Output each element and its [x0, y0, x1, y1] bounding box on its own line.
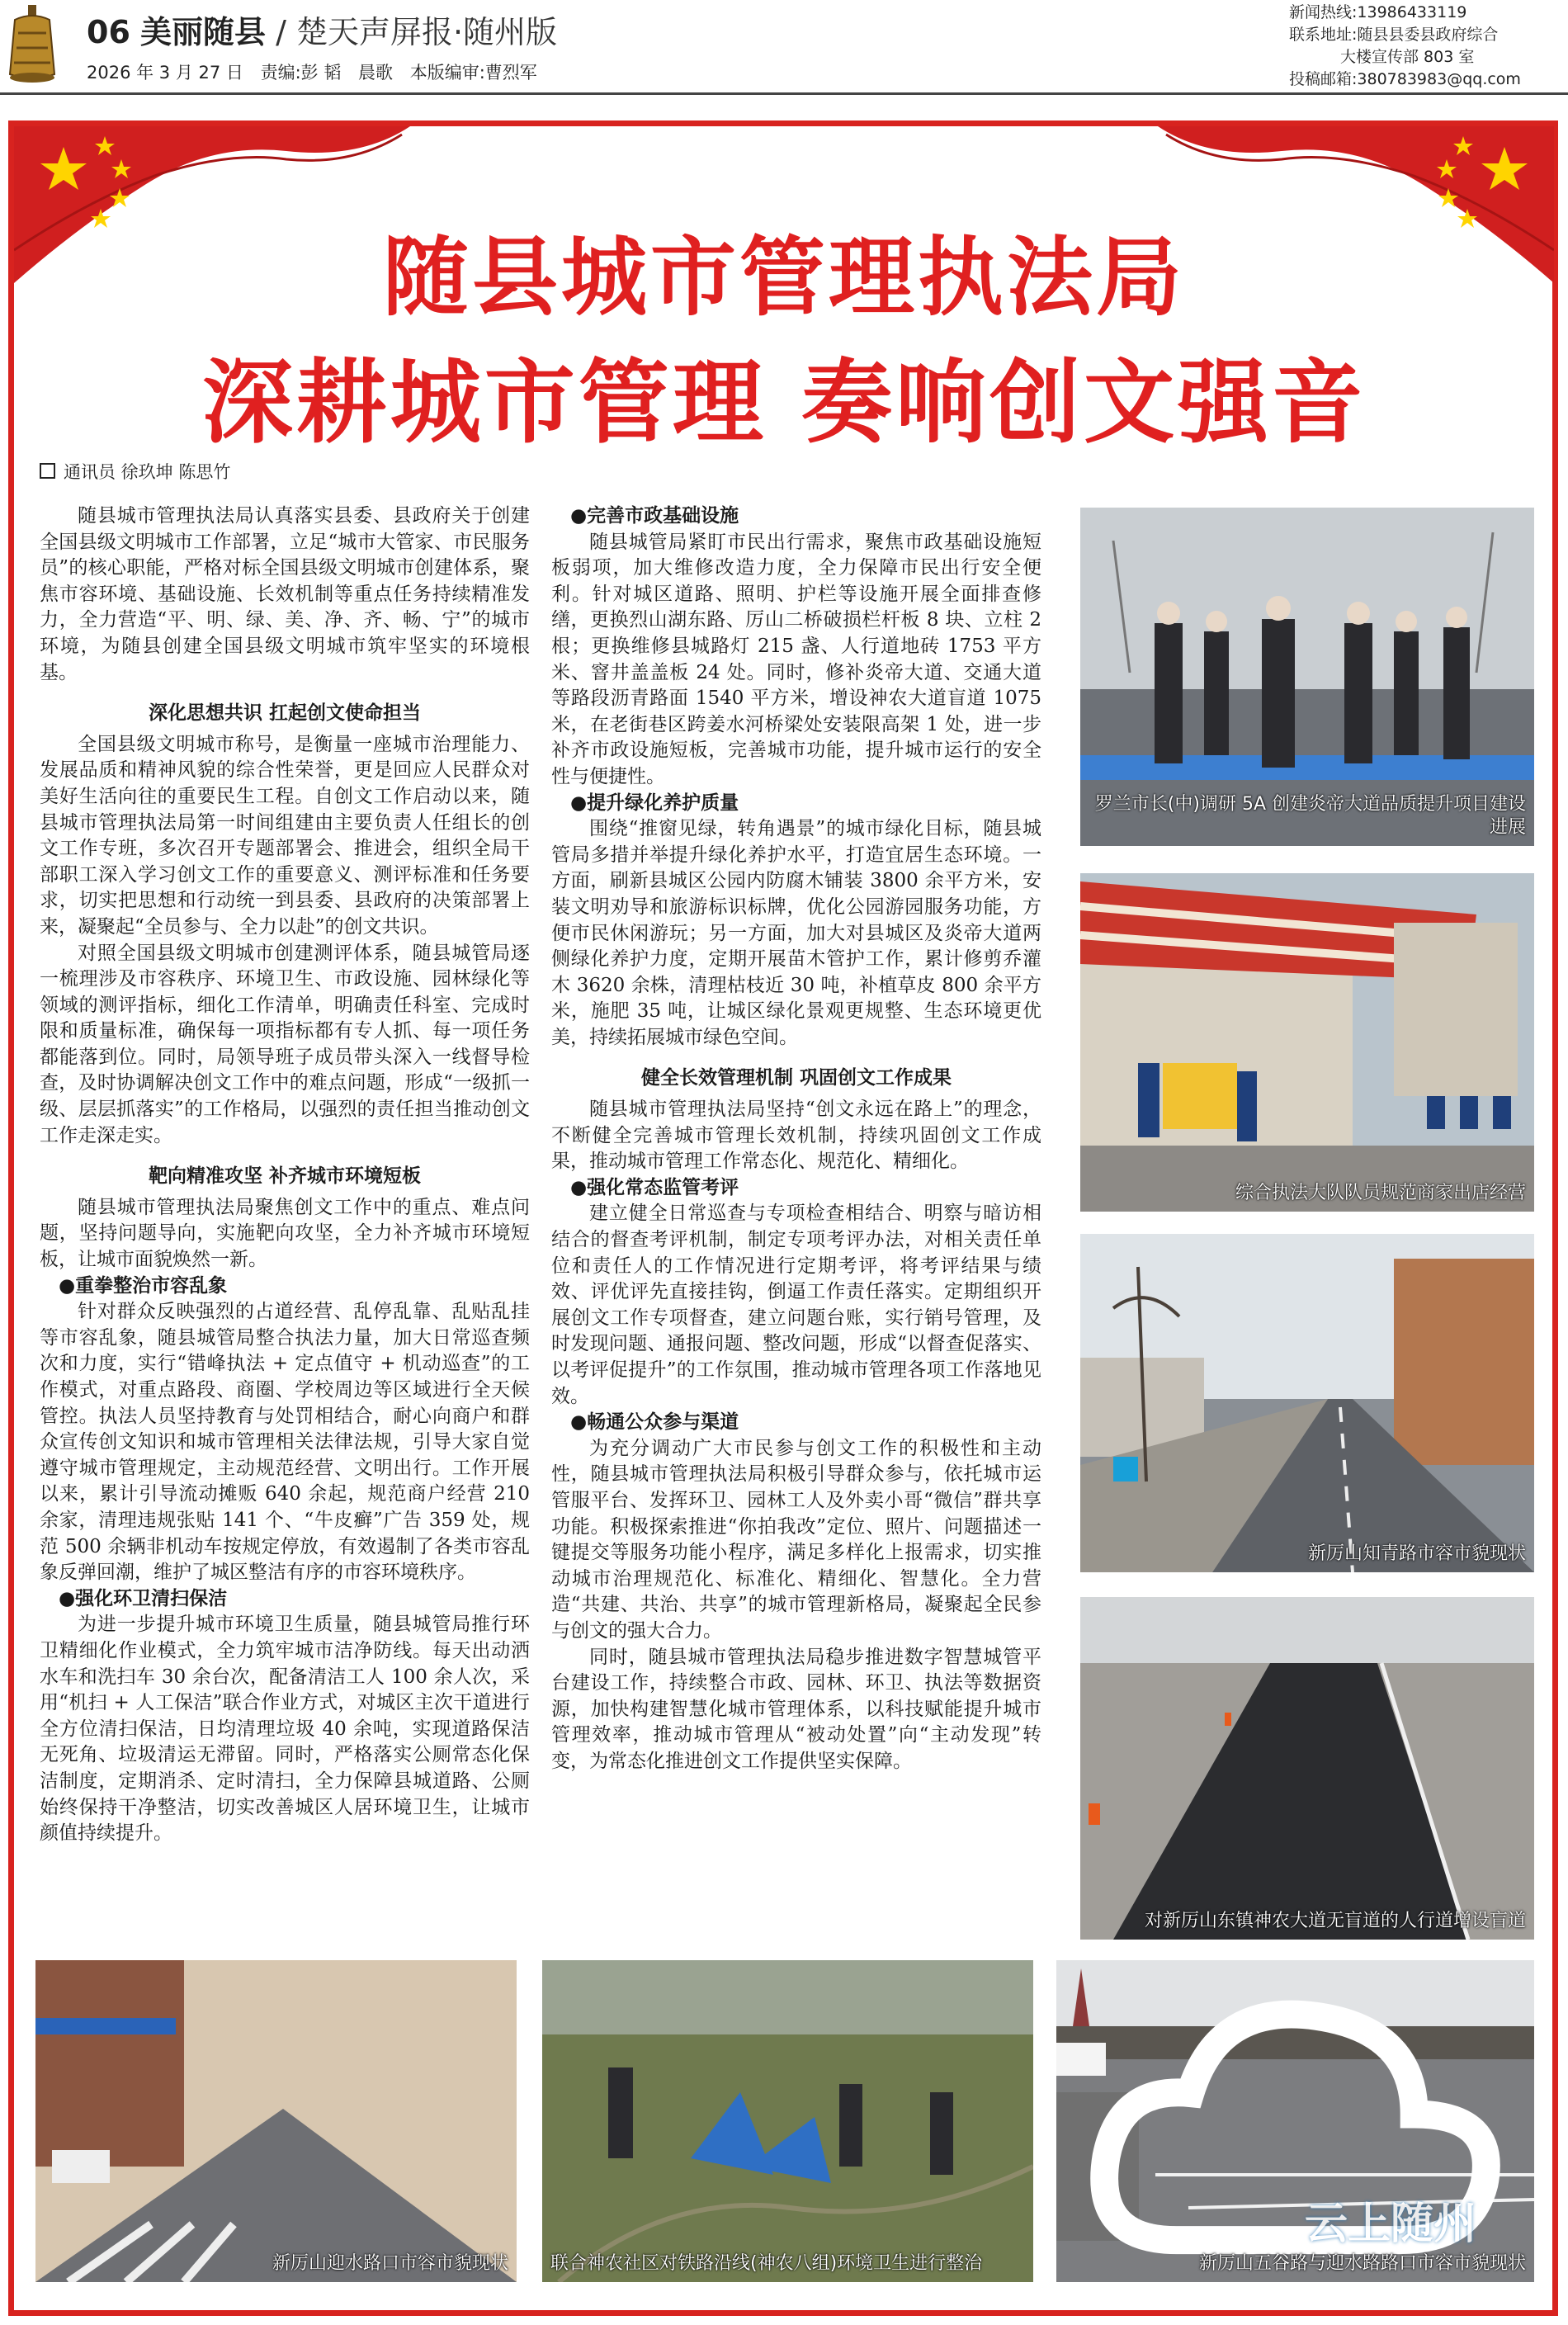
subheading-market-order: ●重拳整治市容乱象: [59, 1274, 228, 1297]
photo-5-caption: 新厉山迎水路口市容市貌现状: [272, 2253, 508, 2274]
photo-mayor-inspection: [1080, 508, 1534, 846]
photo-zhiqing-road: [1080, 1234, 1534, 1572]
photo-1-caption: 罗兰市长(中)调研 5A 创建炎帝大道品质提升项目建设进展: [1094, 794, 1526, 838]
email: 投稿邮箱:380783983@qq.com: [1289, 70, 1521, 88]
address-line-2: 大楼宣传部 803 室: [1340, 48, 1475, 66]
subheading-public-participation: ●畅通公众参与渠道: [570, 1411, 739, 1434]
headline-line-1: 随县城市管理执法局: [382, 227, 1185, 328]
photo-2-caption: 综合执法大队队员规范商家出店经营: [1235, 1183, 1526, 1203]
photo-4-caption: 对新厉山东镇神农大道无盲道的人行道增设盲道: [1144, 1911, 1526, 1931]
photo-wugu-road: [1056, 1960, 1534, 2282]
photo-shop-regulation: [1080, 873, 1534, 1212]
section-3-paragraph-1: 随县城市管理执法局坚持“创文永远在路上”的理念，不断健全完善城市管理长效机制，持续巩固创文工作成果，推动城市管理工作常态化、规范化、精细化。: [551, 1099, 1041, 1173]
section-2-heading: 靶向精准攻坚 补齐城市环境短板: [148, 1165, 421, 1188]
reviewer: 晨歌: [358, 63, 394, 83]
section-1-paragraph-1: 全国县级文明城市称号，是衡量一座城市治理能力、发展品质和精神风貌的综合性荣誉，更是回应人民群众对美好生活向往的重要民生工程。自创文工作启动以来，随县城市管理执法局第一时间组建由主要负责人任组长的创文工作专班，多次召开专题部署会、推进会，组织全局干部职工深入学习创文工作的重要意义、测评标准和任务要求，切实把思想和行动统一到县委、县政府的决策部署上来，凝聚起“全员参与、全力以赴”的创文共识。: [40, 733, 530, 938]
square-marker-icon: [40, 463, 55, 479]
byline: [40, 459, 230, 484]
issue-date: 2026 年 3 月 27 日: [87, 63, 243, 83]
edition-info: [87, 59, 549, 84]
subheading-infrastructure: ●完善市政基础设施: [570, 505, 739, 527]
bell-logo-icon: [7, 5, 58, 86]
section-1-paragraph-2: 对照全国县级文明城市创建测评体系，随县城管局逐一梳理涉及市容秩序、环境卫生、市政设施、园林绿化等领域的测评指标，细化工作清单，明确责任科室、完成时限和质量标准，确保每一项指标都有专人抓、每一项任务都能落到位。同时，局领导班子成员带头深入一线督导检查，及时协调解决创文工作中的难点问题，形成“一级抓一级、层层抓落实”的工作格局，以强烈的责任担当推动创文工作走深走实。: [40, 942, 530, 1146]
subheading-supervision: ●强化常态监管考评: [570, 1176, 739, 1198]
greening-paragraph: 围绕“推窗见绿，转角遇景”的城市绿化目标，随县城管局多措并举提升绿化养护水平，打造宜居生态环境。一方面，刷新县城区公园内防腐木铺装 3800 余平方米，安装文明劝导和旅游标识标牌，优化公园游园服务功能，方便市民休闲游玩；另一方面，加大对县城区及炎帝大道两侧绿化养护力度，定期开展苗木管护工作，累计修剪乔灌木 3620 余株，清理枯枝近 30 吨，补植草皮 800 余平方米，施肥 35 吨，让城区绿化景观更规整、生态环境更优美，持续拓展城市绿色空间。: [551, 818, 1041, 1048]
page-heading: [87, 7, 557, 52]
watermark-text: 云上随州: [1304, 2200, 1476, 2249]
paper-name: / 楚天声屏报·随州版: [276, 14, 558, 50]
infrastructure-paragraph: 随县城管局紧盯市民出行需求，聚焦市政基础设施短板弱项，加大维修改造力度，全力保障市民出行安全便利。针对城区道路、照明、护栏等设施开展全面排查修缮，更换烈山湖东路、厉山二桥破损栏杆板 8 块、立柱 2 根；更换维修县城路灯 215 盏、人行道地砖 1753 平方米、窨井盖盖板 24 处。同时，修补炎帝大道、交通大道等路段沥青路面 1540 平方米，增设神农大道盲道 1075 米，在老街巷区跨姜水河桥梁处安装限高架 1 处，进一步补齐市政设施短板，完善城市功能，提升城市运行的安全性与便捷性。: [551, 531, 1041, 787]
section-2-paragraph-1: 随县城市管理执法局聚焦创文工作中的重点、难点问题，坚持问题导向，实施靶向攻坚，全力补齐城市环境短板，让城市面貌焕然一新。: [40, 1196, 530, 1271]
section-3-heading: 健全长效管理机制 巩固创文工作成果: [640, 1067, 952, 1089]
intro-paragraph: 随县城市管理执法局认真落实县委、县政府关于创建全国县级文明城市工作部署，立足“城市大管家、市民服务员”的核心职能，严格对标全国县级文明城市创建体系，聚焦市容环境、基础设施、长效机制等重点任务持续精准发力，全力营造“平、明、绿、美、净、齐、畅、宁”的城市环境，为随县创建全国县级文明城市筑牢坚实的环境根基。: [40, 505, 530, 683]
header-rule: [0, 92, 1568, 95]
photo-3-caption: 新厉山知青路市容市貌现状: [1307, 1543, 1526, 1564]
contact-block: [1289, 2, 1521, 91]
public-participation-paragraph: 为充分调动广大市民参与创文工作的积极性和主动性，随县城市管理执法局积极引导群众参与，依托城市运管服平台、发挥环卫、园林工人及外卖小哥“微信”群共享功能。积极探索推进“你拍我改”定位、照片、问题描述一键提交等服务功能小程序，满足多样化上报需求，切实推动城市治理规范化、标准化、精细化、智慧化。全力营造“共建、共治、共享”的城市管理新格局，凝聚起全民参与创文的强大合力。: [551, 1437, 1041, 1642]
byline-text: 通讯员 徐玖坤 陈思竹: [64, 462, 231, 482]
photo-6-caption: 联合神农社区对铁路沿线(神农八组)环境卫生进行整治: [550, 2253, 983, 2274]
supervision-paragraph: 建立健全日常巡查与专项检查相结合、明察与暗访相结合的督查考评机制，制定专项考评办法，对相关责任单位和责任人的工作情况进行定期考评，将考评结果与绩效、评优评先直接挂钩，倒逼工作责任落实。定期组织开展创文工作专项督查，建立问题台账，实行销号管理，及时发现问题、通报问题、整改问题，形成“以督查促落实、以考评促提升”的工作氛围，推动城市管理各项工作落地见效。: [551, 1203, 1041, 1407]
photo-railway-cleanup: [542, 1960, 1033, 2282]
sanitation-paragraph: 为进一步提升城市环境卫生质量，随县城管局推行环卫精细化作业模式，全力筑牢城市洁净防线。每天出动洒水车和洗扫车 30 余台次，配备清洁工人 100 余人次，采用“机扫 + 人工保洁”联合作业方式，对城区主次干道进行全方位清扫保洁，日均清理垃圾 40 余吨，实现道路保洁无死角、垃圾清运无滞留。同时，严格落实公厕常态化保洁制度，定期消杀、定时清扫，全力保障县城道路、公厕始终保持干净整洁，切实改善城区人居环境卫生，让城市颜值持续提升。: [40, 1614, 530, 1845]
section-name: 美丽随县: [139, 14, 266, 50]
subheading-greening: ●提升绿化养护质量: [570, 792, 739, 814]
editor: 责编:彭 韬: [260, 63, 342, 83]
hotline: 新闻热线:13986433119: [1289, 3, 1467, 21]
photo-yingshui-road: [35, 1960, 517, 2282]
address-line-1: 联系地址:随县县委县政府综合: [1289, 26, 1499, 44]
photo-7-caption: 新厉山五谷路与迎水路路口市容市貌现状: [1198, 2253, 1526, 2274]
article-column-2: [551, 503, 1041, 1775]
section-3-paragraph-2: 同时，随县城市管理执法局稳步推进数字智慧城管平台建设工作，持续整合市政、园林、环卫、执法等数据资源，加快构建智慧化城市管理体系，以科技赋能提升城市管理效率，推动城市管理从“被动处置”向“主动发现”转变，为常态化推进创文工作提供坚实保障。: [551, 1646, 1041, 1772]
market-order-paragraph: 针对群众反映强烈的占道经营、乱停乱靠、乱贴乱挂等市容乱象，随县城管局整合执法力量，加大日常巡查频次和力度，实行“错峰执法 + 定点值守 + 机动巡查”的工作模式，对重点路段、商圈、学校周边等区域进行全天候管控。执法人员坚持教育与处罚相结合，耐心向商户和群众宣传创文知识和城市管理相关法律法规，引导大家自觉遵守城市管理规定，主动规范经营、文明出行。工作开展以来，累计引导流动摊贩 640 余起，规范商户经营 210 余家，清理违规张贴 141 个、“牛皮癣”广告 359 处，规范 500 余辆非机动车按规定停放，有效遏制了各类市容乱象反弹回潮，维护了城区整洁有序的市容环境秩序。: [40, 1301, 530, 1584]
section-1-heading: 深化思想共识 扛起创文使命担当: [148, 702, 421, 725]
page-number: 06: [87, 14, 130, 50]
subheading-sanitation: ●强化环卫清扫保洁: [59, 1587, 228, 1609]
masthead: [0, 0, 1568, 92]
headline-line-2: 深耕城市管理 奏响创文强音: [201, 350, 1367, 456]
chief-editor: 本版编审:曹烈军: [409, 63, 537, 83]
article-column-1: [40, 503, 530, 1847]
photo-tactile-paving: [1080, 1597, 1534, 1940]
